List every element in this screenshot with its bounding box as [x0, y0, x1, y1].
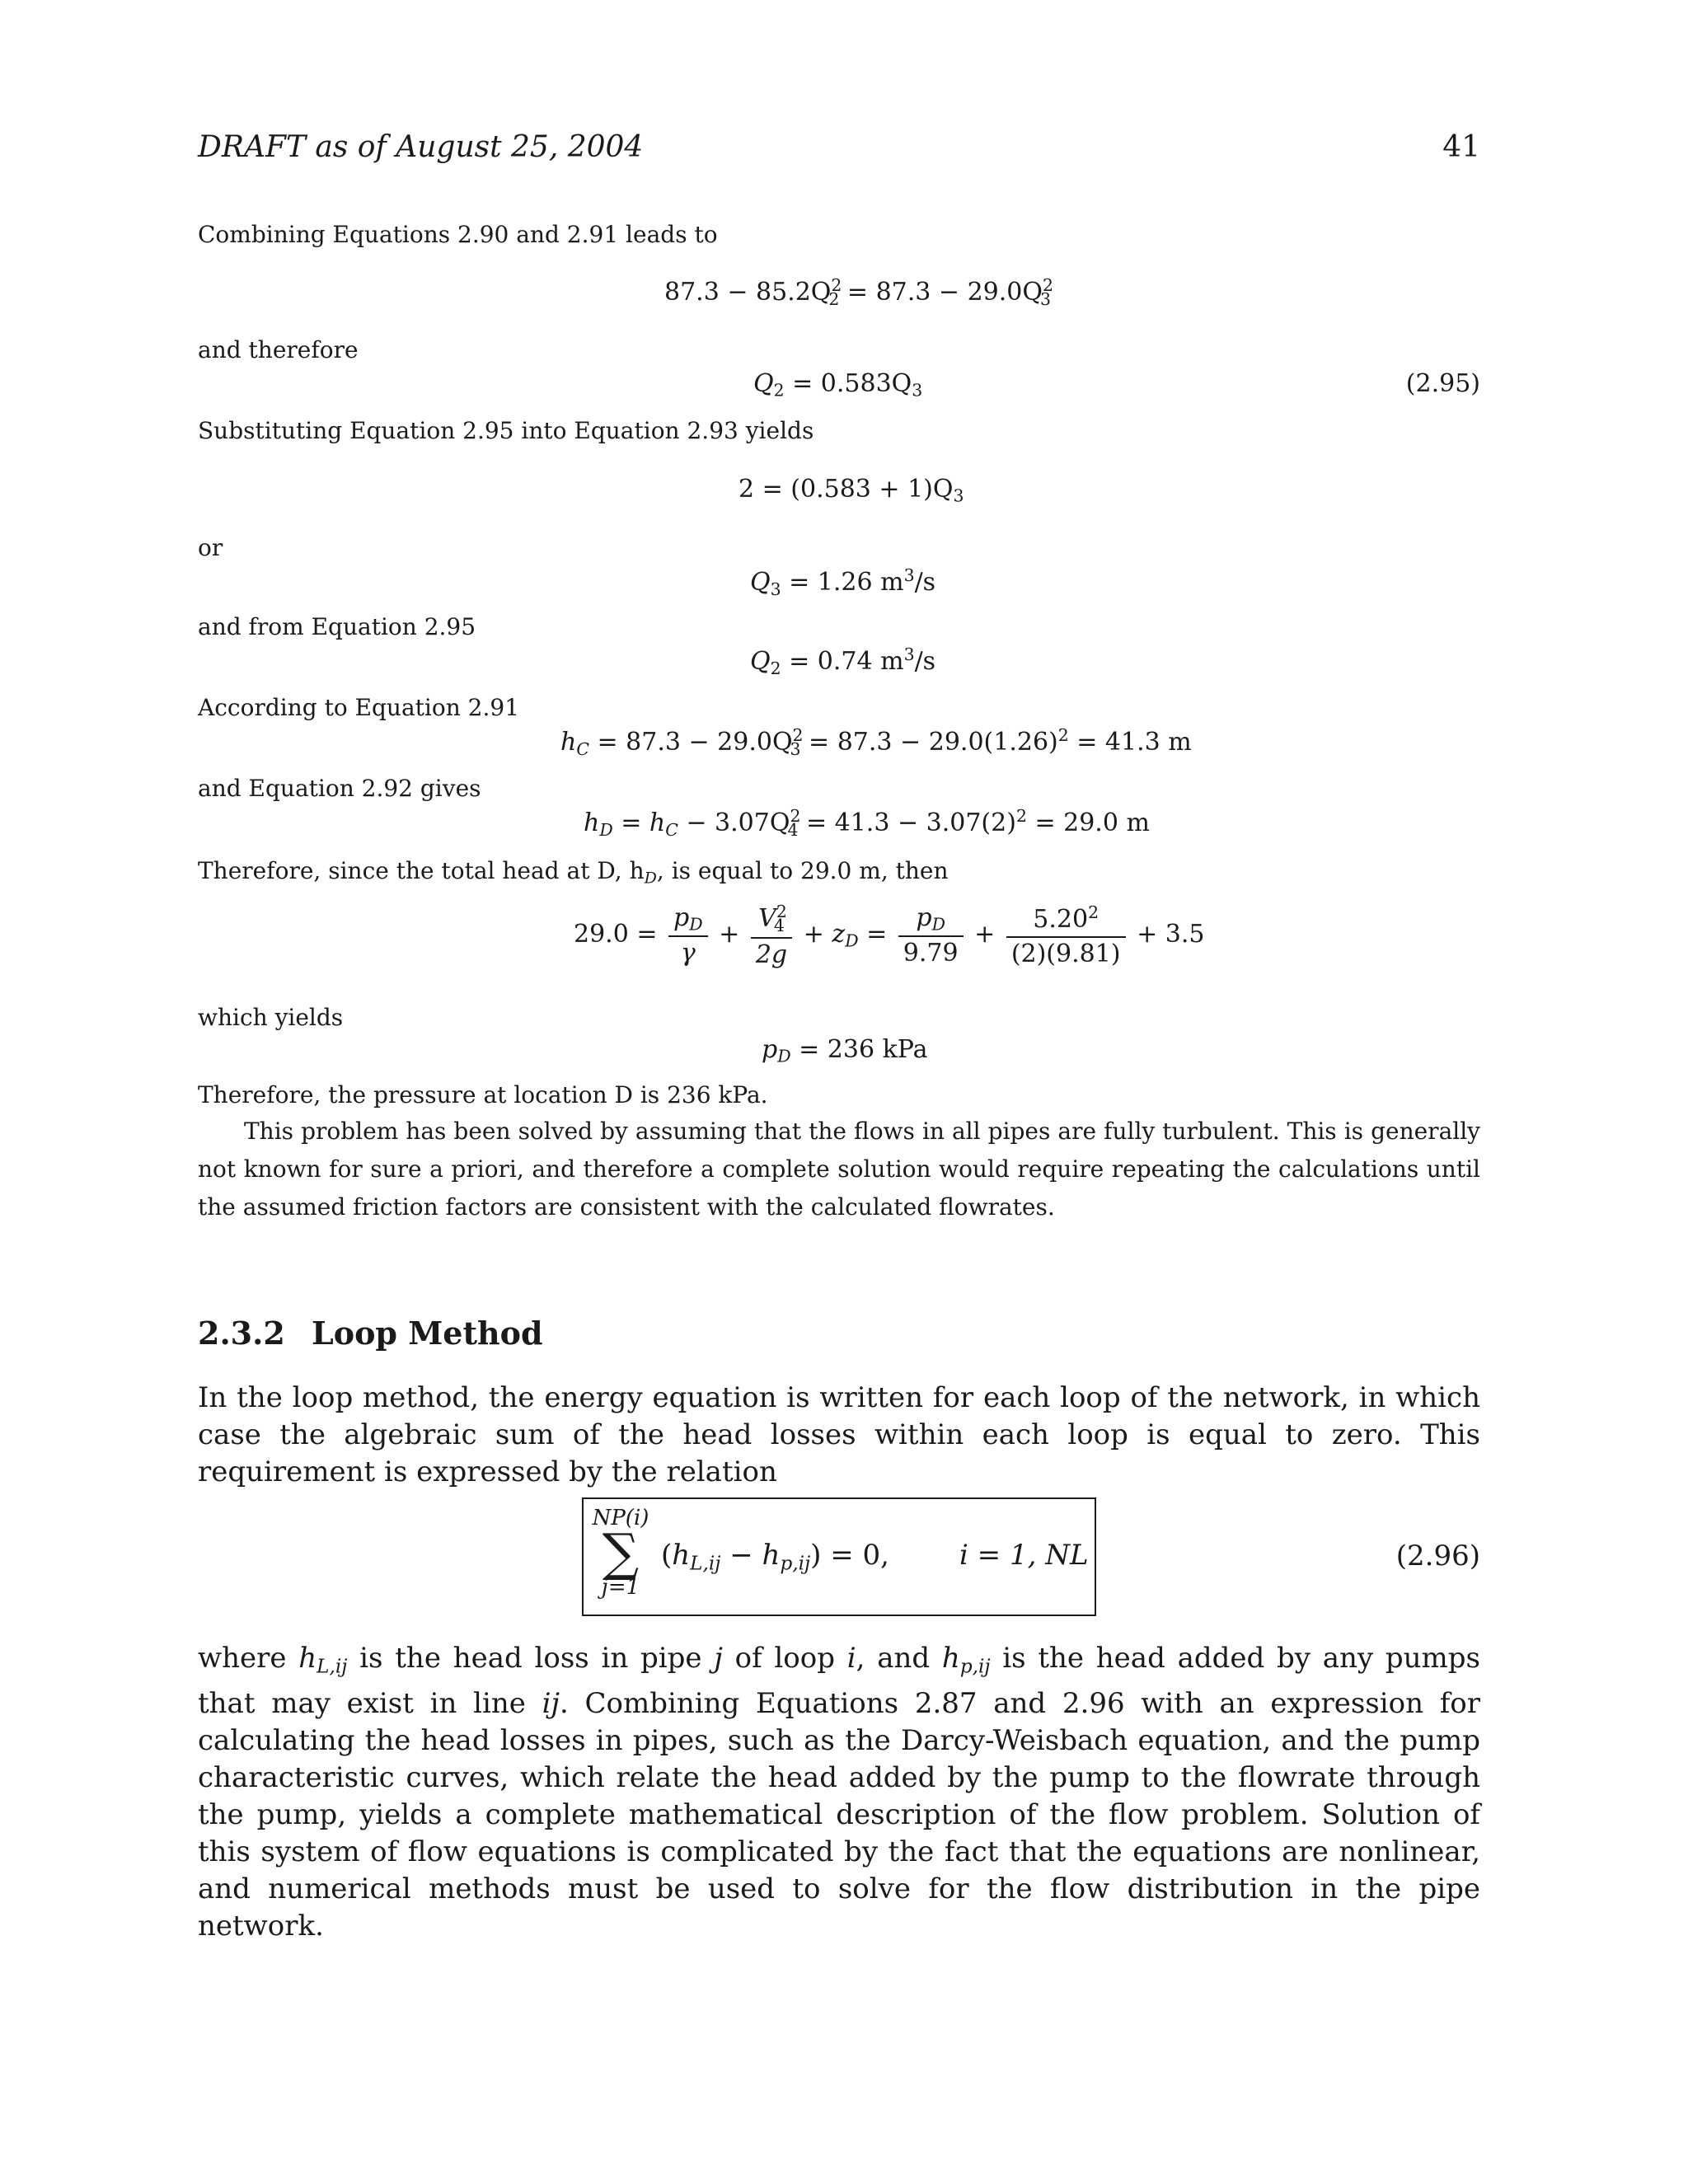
frac-num-pd: $p_D$ [668, 903, 708, 938]
equation-combined [664, 275, 1051, 309]
eq1-sub2: 3 [1039, 288, 1051, 309]
text-therefore: and therefore [198, 336, 359, 363]
eq-hd-sub: D [599, 819, 613, 840]
eq-hd-hc-sub: C [665, 819, 678, 840]
eq-hd-mid: − 3.07Q [678, 808, 790, 838]
paragraph-turbulent-text: This problem has been solved by assuming that the flows in all pipes are fully turbulent. This is generally not known for sure a priori, and therefore a complete solution would require repeating the calculations until the assumed friction factors are consistent with the calculated flowrates. [198, 1118, 1480, 1221]
equation-hc [560, 725, 1192, 759]
paragraph-loop [198, 1380, 1480, 1491]
equation-pd-energy [574, 902, 1204, 969]
pd-left: 29.0 = [574, 919, 658, 949]
eq-q3-sup: 3 [903, 565, 915, 585]
eq-hd-exp2: 2 [1015, 806, 1027, 826]
paragraph-where [198, 1640, 1480, 1945]
eq-hc-exp: 2 [792, 725, 804, 745]
frac-num-v: $V^24$ [751, 902, 792, 939]
since-end: , is equal to 29.0 m, then [656, 857, 949, 884]
sigma-symbol: ∑ [602, 1522, 640, 1582]
eq-hd-result: = 29.0 m [1026, 808, 1150, 838]
eq-hc-result: = 41.3 m [1068, 728, 1192, 757]
text-according: According to Equation 2.91 [198, 694, 520, 721]
eq-q3-q: Q [750, 568, 771, 598]
equation-q2 [750, 644, 935, 678]
eq-q2-sub: 2 [770, 658, 781, 678]
eq-hd-h: h [584, 808, 600, 838]
frac-v2-2g [751, 902, 792, 969]
eq-q2-q: Q [750, 647, 771, 677]
text-combining: Combining Equations 2.90 and 2.91 leads to [198, 221, 718, 248]
paragraph-turbulent [198, 1113, 1480, 1226]
equation-pd-result [762, 1035, 928, 1066]
frac-den-979: 9.79 [903, 939, 959, 968]
frac-num-520: 5.20$^2$ [1006, 902, 1126, 937]
eq295-sub2: 3 [912, 380, 923, 401]
loop-range: i = 1, NL [959, 1539, 1089, 1572]
running-header: DRAFT as of August 25, 2004 [198, 130, 644, 164]
pd-sub: D [777, 1046, 791, 1066]
eq295-rhs: = 0.583Q [784, 369, 912, 398]
eq-sum-main: 2 = (0.583 + 1)Q [738, 475, 954, 504]
eq-hd-hc: h [649, 808, 666, 838]
eq1-exp2: 2 [1042, 275, 1053, 295]
sum-lower-limit: j=1 [601, 1575, 640, 1600]
eq-q2-val: = 0.74 m [781, 647, 904, 677]
since-start: Therefore, since the total head at D, h [198, 857, 645, 884]
text-or: or [198, 534, 223, 561]
text-from-2-95: and from Equation 2.95 [198, 613, 476, 640]
eq-hc-sub3: 3 [790, 738, 801, 759]
text-substituting: Substituting Equation 2.95 into Equation 2.93 yields [198, 417, 814, 444]
text-since [198, 857, 949, 887]
eq1-exp: 2 [831, 275, 842, 295]
pd-p: p [762, 1035, 778, 1064]
eq1-mid: = 87.3 − 29.0Q [839, 278, 1043, 307]
eq1-sub: 2 [828, 288, 840, 309]
paragraph-loop-text: In the loop method, the energy equation is written for each loop of the network, in which case the algebraic sum of the head losses within each loop is equal to zero. This requirement is expressed by the relation [198, 1381, 1480, 1488]
eq-q2-sup: 3 [903, 644, 915, 664]
page-number: 41 [1442, 130, 1480, 164]
equation-number-2-96: (2.96) [1395, 1540, 1480, 1572]
equation-sum [738, 475, 964, 506]
section-number: 2.3.2 [198, 1315, 285, 1352]
sum-upper-limit: NP(i) [592, 1506, 649, 1530]
eq-hd-end: = 41.3 − 3.07(2) [798, 808, 1016, 838]
eq295-sub: 2 [773, 380, 785, 401]
section-heading [198, 1315, 543, 1352]
eq-hc-sub: C [576, 738, 589, 759]
since-sub: D [644, 869, 657, 888]
text-which-yields: which yields [198, 1004, 344, 1031]
frac-den-2981: (2)(9.81) [1010, 939, 1121, 968]
summation [592, 1506, 649, 1600]
frac-num-pd2: $p_D$ [898, 903, 964, 938]
eq-q2-unit: /s [914, 647, 936, 677]
paragraph-where-text: where $h_{L,ij}$ is the head loss in pipe j of loop i, and $h_{p,ij}$ is the head added by any pumps that may exist in line ij. Combining Equations 2.87 and 2.96 with an expression for calculating the head losses in pipes, such as the Darcy-Weisbach equation, and the pump characteristic curves, which relate the head added by the pump to the flowrate through the pump, yields a complete mathematical description of the flow problem. Solution of this system of flow equations is complicated by the fact that the equations are nonlinear, and numerical methods must be used to solve for the flow distribution in the pipe network. [198, 1642, 1481, 1943]
frac-den-2g: 2g [755, 940, 788, 969]
frac-velocity [1006, 902, 1126, 968]
frac-den-gamma: γ [680, 939, 696, 968]
eq-hc-h: h [560, 728, 577, 757]
eq295-q: Q [753, 369, 774, 398]
pd-tail: + 3.5 [1137, 919, 1205, 949]
frac-pd-gamma [668, 903, 708, 968]
equation-2-95 [753, 369, 922, 401]
equation-number-2-95: (2.95) [1405, 369, 1480, 398]
eq-sum-sub: 3 [953, 485, 964, 506]
eq-q3-unit: /s [914, 568, 936, 598]
text-eq-2-92: and Equation 2.92 gives [198, 775, 481, 802]
eq-q3-sub: 3 [770, 579, 781, 599]
eq-hd-eq: = [612, 808, 649, 838]
equation-q3 [750, 565, 935, 599]
eq-hc-mid: = 87.3 − 29.0Q [588, 728, 793, 757]
text-pressure: Therefore, the pressure at location D is 236 kPa. [198, 1081, 768, 1108]
eq1-left: 87.3 − 85.2Q [664, 278, 832, 307]
pd-result: = 236 kPa [790, 1035, 928, 1064]
eq-q3-val: = 1.26 m [781, 568, 904, 598]
eq-hd-sub4: 4 [787, 819, 799, 840]
eq-hd-exp: 2 [790, 806, 801, 826]
plus-1: + [719, 919, 740, 949]
plus-zd: + $z_D$ = [803, 919, 888, 951]
eq-hc-end: = 87.3 − 29.0(1.26) [800, 728, 1058, 757]
sum-body: $(h_{L,ij} - h_{p,ij}) = 0$, [661, 1539, 889, 1575]
section-title: Loop Method [312, 1315, 543, 1352]
plus-2: + [974, 919, 996, 949]
eq-hc-exp2: 2 [1057, 725, 1069, 745]
boxed-equation-2-96 [582, 1497, 1096, 1616]
frac-pd-979 [898, 903, 964, 968]
equation-hd [584, 806, 1150, 840]
